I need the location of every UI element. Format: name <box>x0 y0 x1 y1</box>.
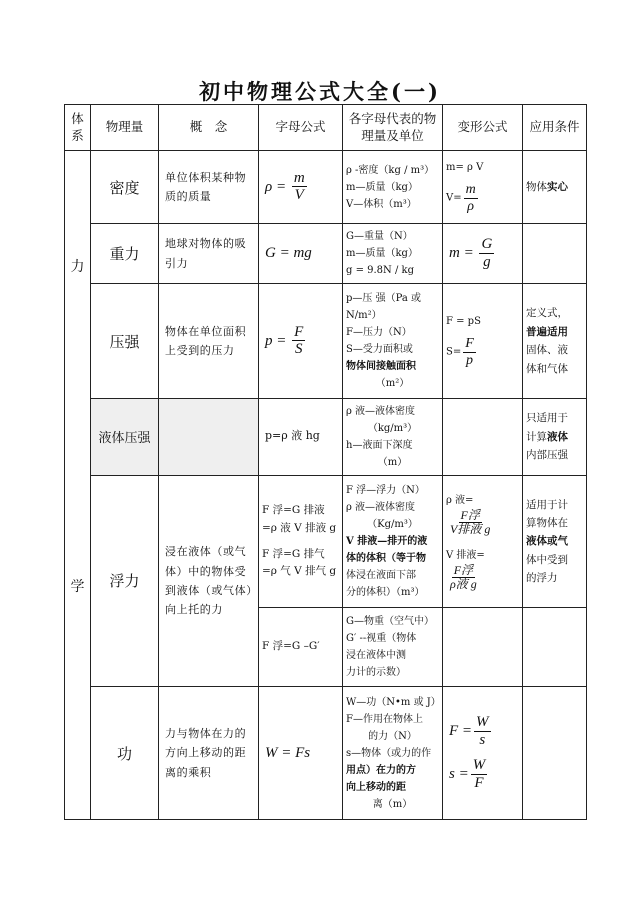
symbols-cell: p—压 强（Pa 或 N/m²） F—压力（N） S—受力面积或 物体间接触面积 （m²） <box>343 284 443 399</box>
transform-cell <box>443 399 523 476</box>
concept-cell: 力与物体在力的方向上移动的距离的乘积 <box>159 687 259 820</box>
table-row <box>65 399 587 476</box>
conditions-cell <box>523 223 587 283</box>
quantity-cell: 重力 <box>91 223 159 283</box>
formula-table <box>64 104 587 820</box>
symbols-cell: ρ -密度（kg / m³） m—质量（kg） V—体积（m³） <box>343 151 443 224</box>
transform-cell: F = $\frac{W}{s}$ s = $\frac{W}{F}$ <box>443 687 523 820</box>
conditions-cell: 定义式， 普遍适用 固体、液 体和气体 <box>523 284 587 399</box>
concept-cell: 地球对物体的吸引力 <box>159 223 259 283</box>
formula-cell: F 浮=G 排液 =ρ 液 V 排液 g F 浮=G 排气 =ρ 气 V 排气 g <box>259 475 343 608</box>
quantity-cell: 压强 <box>91 284 159 399</box>
conditions-cell: 物体实心 <box>523 151 587 224</box>
concept-cell: 浸在液体（或气体）中的物体受到液体（或气体）向上托的力 <box>159 475 259 686</box>
system-label-bottom: 学 <box>70 579 85 596</box>
formula-cell: p=ρ 液 hg <box>259 399 343 476</box>
header-row <box>65 105 587 151</box>
concept-cell <box>159 399 259 476</box>
quantity-cell: 浮力 <box>91 475 159 686</box>
table-row <box>65 475 587 608</box>
formula-cell: F 浮=G –G′ <box>259 608 343 687</box>
transform-cell: ρ 液= $\frac{\text{F浮}}{\text{V排液 g}}$ V 排液= $\frac{\text{F浮}}{\text{ρ液 g}}$ <box>443 475 523 608</box>
conditions-cell <box>523 687 587 820</box>
transform-cell: m = $\frac{G}{g}$ <box>443 223 523 283</box>
table-row <box>65 284 587 399</box>
symbols-cell: G—物重（空气中） G′ --视重（物体 浸在液体中测 力计的示数） <box>343 608 443 687</box>
conditions-cell <box>523 608 587 687</box>
table-row <box>65 223 587 283</box>
system-label-top: 力 <box>70 259 85 276</box>
header-transform: 变形公式 <box>443 105 523 151</box>
formula-cell: p = $\frac{F}{S}$ <box>259 284 343 399</box>
page-title: 初中物理公式大全(一) <box>199 79 441 104</box>
quantity-cell: 密度 <box>91 151 159 224</box>
transform-cell: m= ρ V V= $\frac{m}{\rho}$ <box>443 151 523 224</box>
header-formula: 字母公式 <box>259 105 343 151</box>
concept-cell: 单位体积某种物质的质量 <box>159 151 259 224</box>
system-cell <box>65 151 91 820</box>
conditions-cell: 只适用于 计算液体 内部压强 <box>523 399 587 476</box>
formula-cell: W = Fs <box>259 687 343 820</box>
table-row <box>65 687 587 820</box>
transform-cell <box>443 608 523 687</box>
symbols-cell: F 浮—浮力（N） ρ 液—液体密度 （Kg/m³） V 排液—排开的液 体的体积（等于物 体浸在液面下部 分的体积）（m³） <box>343 475 443 608</box>
table-row <box>65 151 587 224</box>
header-conditions: 应用条件 <box>523 105 587 151</box>
symbols-cell: W—功（N•m 或 J） F—作用在物体上 的力（N） s—物体（或力的作 用点）在力的方 向上移动的距 离（m） <box>343 687 443 820</box>
symbols-cell: G—重量（N） m—质量（kg） g = 9.8N / kg <box>343 223 443 283</box>
formula-cell: ρ = $\frac{m}{V}$ <box>259 151 343 224</box>
transform-cell: F = pS S= $\frac{F}{p}$ <box>443 284 523 399</box>
fraction: $\frac{m}{V}$ <box>293 169 305 204</box>
header-quantity: 物理量 <box>91 105 159 151</box>
symbols-cell: ρ 液—液体密度 （kg/m³） h—液面下深度 （m） <box>343 399 443 476</box>
header-concept: 概 念 <box>159 105 259 151</box>
header-symbols: 各字母代表的物理量及单位 <box>343 105 443 151</box>
quantity-cell: 功 <box>91 687 159 820</box>
header-system: 体系 <box>65 105 91 151</box>
concept-cell: 物体在单位面积上受到的压力 <box>159 284 259 399</box>
formula-cell: G = mg <box>259 223 343 283</box>
conditions-cell: 适用于计 算物体在 液体或气 体中受到 的浮力 <box>523 475 587 608</box>
quantity-cell: 液体压强 <box>91 399 159 476</box>
